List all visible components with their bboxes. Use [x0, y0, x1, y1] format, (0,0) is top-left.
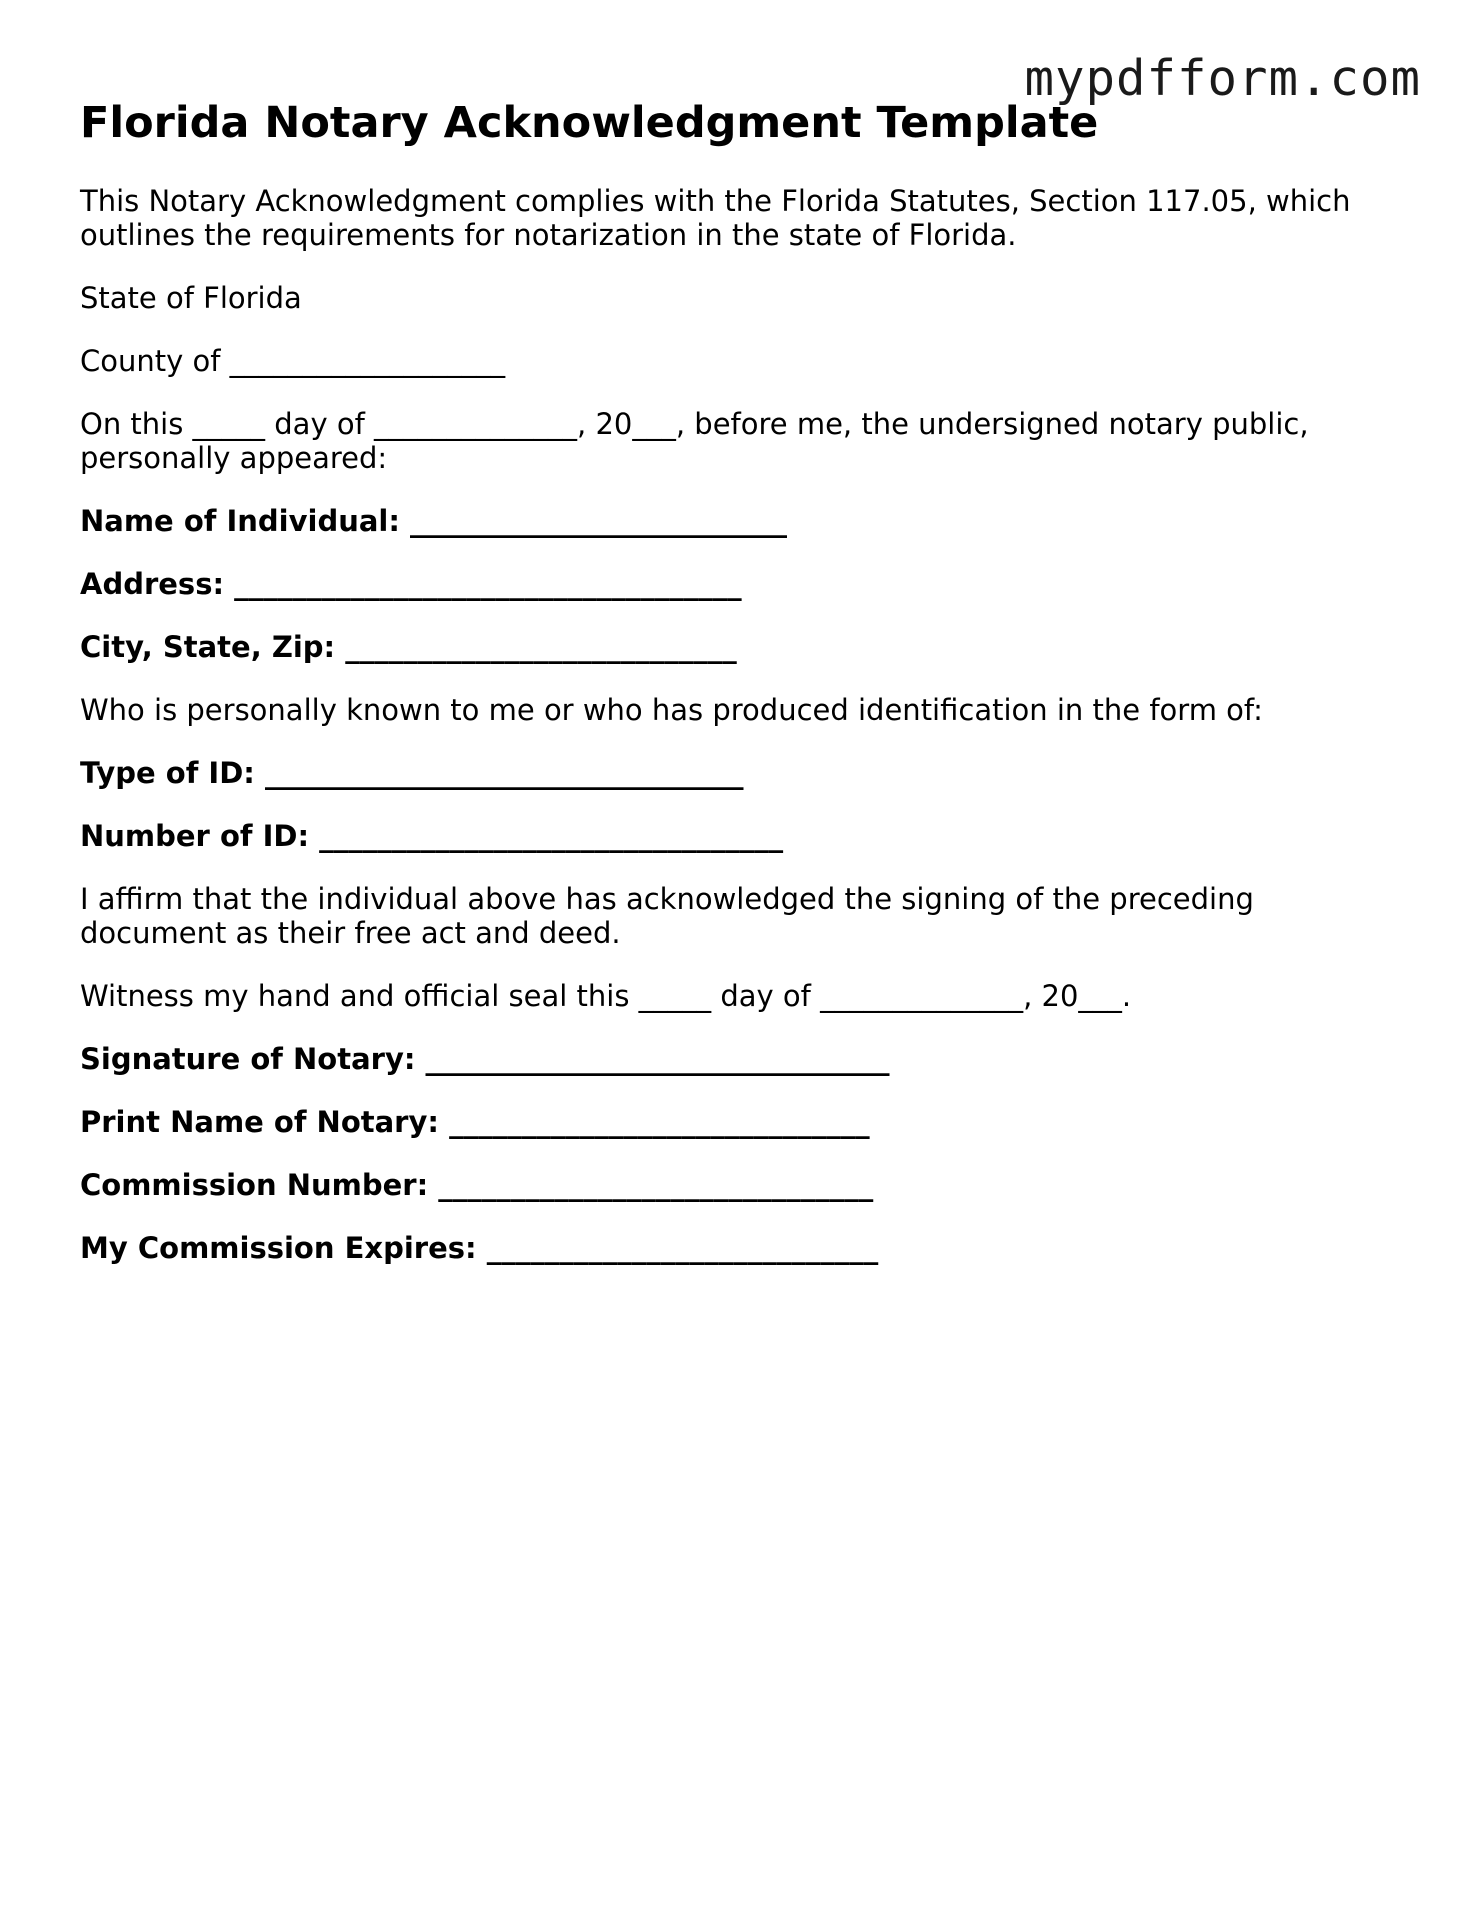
document-title: Florida Notary Acknowledgment Template [80, 98, 1099, 148]
document-body [80, 98, 1390, 1294]
field-blank[interactable]: ______________________________ [428, 1167, 874, 1202]
field-commission-number[interactable] [80, 1168, 1390, 1202]
field-label: Address: [80, 566, 225, 601]
affirm-paragraph: I affirm that the individual above has acknowledged the signing of the preceding document as their free act and deed. [80, 881, 1254, 950]
state-line: State of Florida [80, 280, 302, 315]
field-label: Signature of Notary: [80, 1041, 416, 1076]
field-commission-expires[interactable] [80, 1231, 1390, 1265]
field-number-of-id[interactable] [80, 819, 1390, 853]
field-type-of-id[interactable] [80, 756, 1390, 790]
field-blank[interactable]: ________________________________ [415, 1041, 890, 1076]
id-intro-line: Who is personally known to me or who has produced identification in the form of: [80, 692, 1263, 727]
field-blank[interactable]: __________________________ [399, 503, 788, 538]
field-city-state-zip[interactable] [80, 630, 1390, 664]
field-signature-of-notary[interactable] [80, 1042, 1390, 1076]
field-label: City, State, Zip: [80, 629, 336, 664]
field-name-of-individual[interactable] [80, 504, 1390, 538]
field-blank[interactable]: ___________________________ [335, 629, 737, 664]
field-label: My Commission Expires: [80, 1230, 477, 1265]
county-line: County of ___________________ [80, 343, 506, 378]
intro-paragraph: This Notary Acknowledgment complies with the Florida Statutes, Section 117.05, which outlines the requirements for notarization in the state of Florida. [80, 183, 1351, 252]
field-label: Name of Individual: [80, 503, 400, 538]
appearance-line: On this _____ day of ______________, 20___, before me, the undersigned notary public, personally appeared: [80, 406, 1309, 475]
site-watermark: mypdfform.com [1024, 50, 1421, 107]
field-blank[interactable]: _________________________________ [254, 755, 744, 790]
field-label: Number of ID: [80, 818, 310, 853]
witness-line: Witness my hand and official seal this _____ day of ______________, 20___. [80, 978, 1132, 1013]
field-label: Type of ID: [80, 755, 255, 790]
field-blank[interactable]: _____________________________ [439, 1104, 870, 1139]
field-blank[interactable]: ___________________________________ [224, 566, 742, 601]
field-label: Print Name of Notary: [80, 1104, 439, 1139]
field-print-name-of-notary[interactable] [80, 1105, 1390, 1139]
field-address[interactable] [80, 567, 1390, 601]
field-label: Commission Number: [80, 1167, 429, 1202]
field-blank[interactable]: ________________________________ [309, 818, 784, 853]
field-blank[interactable]: ___________________________ [476, 1230, 879, 1265]
